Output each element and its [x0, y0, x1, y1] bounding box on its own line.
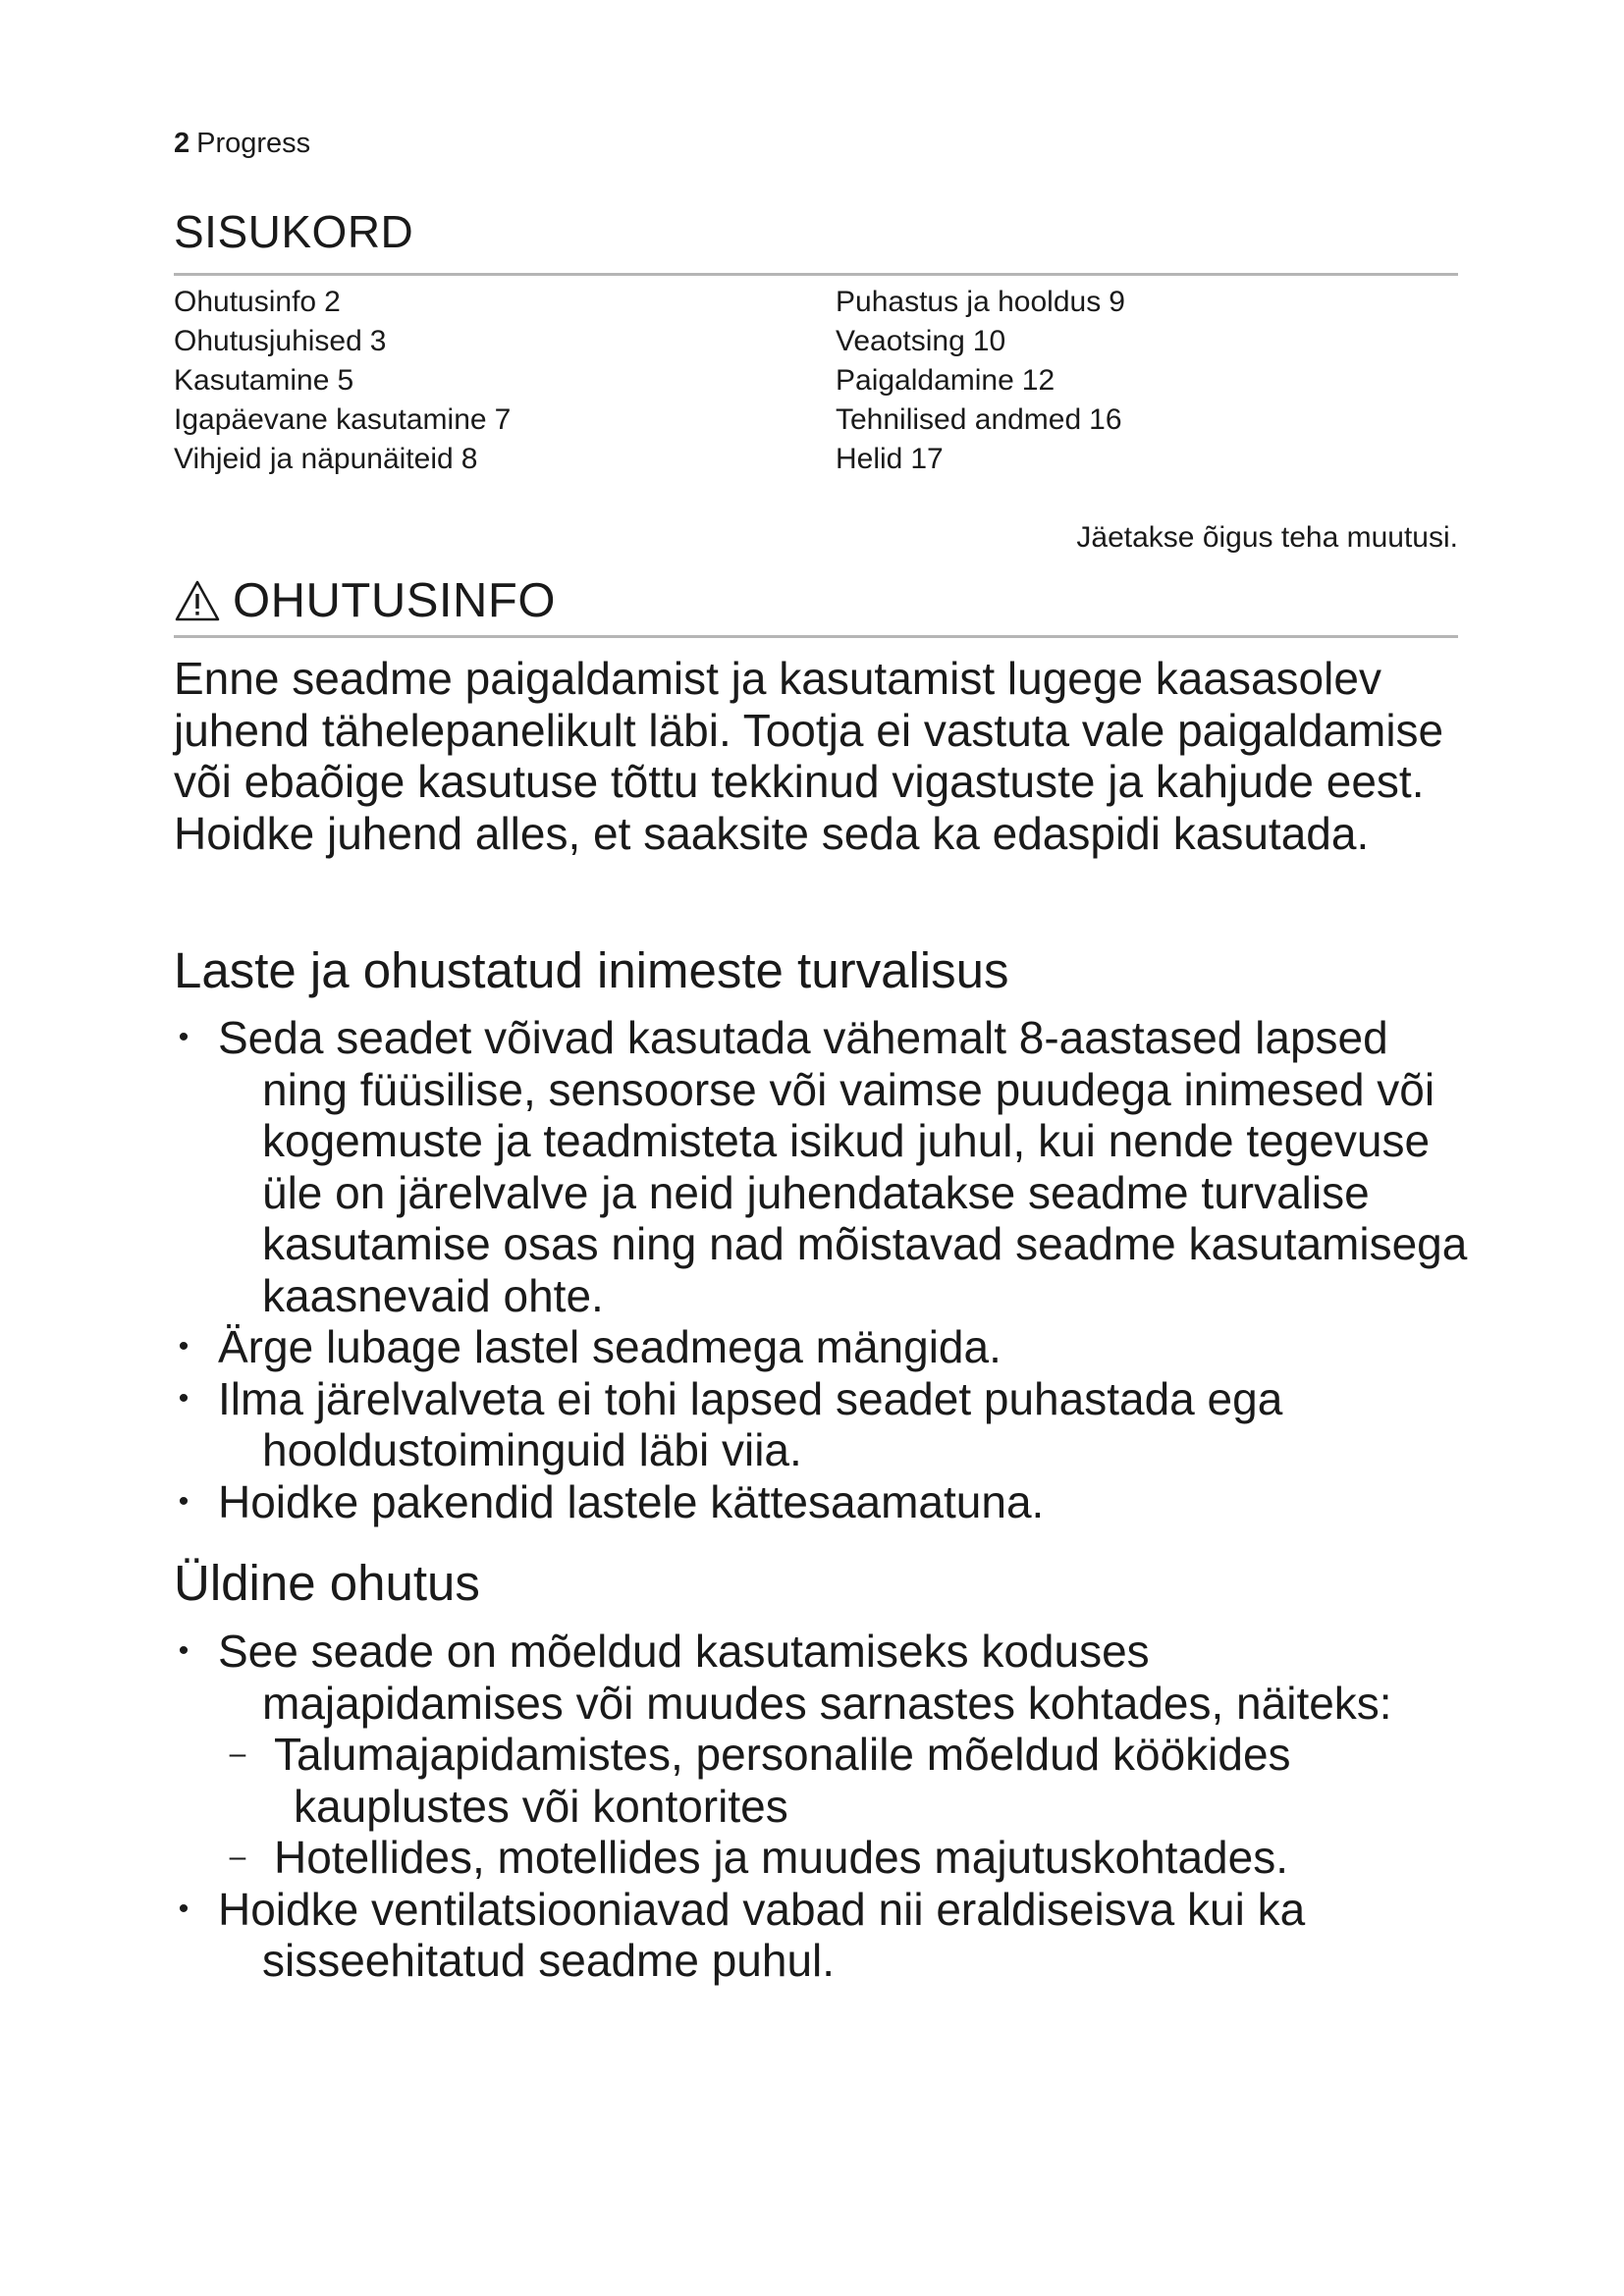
list-item: • Ilma järelvalveta ei tohi lapsed seadet puhastada ega hooldustoiminguid läbi viia. [174, 1373, 1470, 1476]
toc-entry[interactable]: Helid 17 [836, 443, 944, 475]
toc-column-left [174, 283, 511, 479]
bullet: • [178, 1021, 189, 1053]
list-item [174, 1729, 1470, 1884]
toc-entry[interactable]: Tehnilised andmed 16 [836, 403, 1122, 436]
safety-title-text: OHUTUSINFO [233, 574, 556, 627]
warning-triangle-icon [174, 579, 221, 622]
general-safety-sublist [174, 1729, 1470, 1987]
page-header [174, 126, 310, 161]
toc-entry[interactable]: Ohutusinfo 2 [174, 286, 341, 318]
toc-entry[interactable]: Veaotsing 10 [836, 325, 1006, 357]
bullet: • [178, 1381, 189, 1415]
bullet: • [178, 1634, 189, 1667]
toc-entry[interactable]: Vihjeid ja näpunäiteid 8 [174, 443, 478, 475]
intro-paragraph: Enne seadme paigaldamist ja kasutamist lugege kaasasolev juhend tähelepanelikult läbi. Tootja ei vastuta vale paigaldamise või ebaõige kasutuse tõttu tekkinud vigastuste ja kahjude eest. Hoidke juhend alles, et saaksite seda ka edaspidi kasutada. [174, 653, 1444, 859]
divider [174, 273, 1458, 276]
dash-marker: – [229, 1737, 246, 1770]
toc-entry[interactable]: Igapäevane kasutamine 7 [174, 403, 512, 436]
divider [174, 635, 1458, 638]
toc-entry[interactable]: Paigaldamine 12 [836, 364, 1056, 397]
sub-list-item: – Hotellides, motellides ja muudes majutuskohtades. [229, 1832, 1288, 1883]
dash-list [174, 1729, 1470, 1884]
general-safety-list [174, 1626, 1470, 1729]
list-item: • Hoidke pakendid lastele kättesaamatuna. [174, 1476, 1470, 1528]
toc-column-right [836, 283, 1125, 479]
toc-title: SISUKORD [174, 206, 414, 257]
general-safety-heading: Üldine ohutus [174, 1555, 480, 1611]
list-item: • Ärge lubage lastel seadmega mängida. [174, 1321, 1470, 1373]
children-safety-heading: Laste ja ohustatud inimeste turvalisus [174, 942, 1009, 998]
brand-name: Progress [196, 128, 311, 159]
toc-entry[interactable]: Puhastus ja hooldus 9 [836, 286, 1125, 318]
sub-list-item: – Talumajapidamistes, personalile mõeldud köökides kauplustes või kontorites [229, 1729, 1291, 1832]
children-safety-list [174, 1012, 1470, 1527]
list-item: • See seade on mõeldud kasutamiseks koduses majapidamises või muudes sarnastes kohtades, näiteks: [174, 1626, 1470, 1729]
safety-section-title [174, 569, 556, 632]
page-number: 2 [174, 128, 190, 159]
toc-entry[interactable]: Ohutusjuhised 3 [174, 325, 387, 357]
bullet: • [178, 1330, 189, 1362]
bullet: • [178, 1892, 189, 1925]
dash-marker: – [229, 1841, 246, 1873]
list-item: • Seda seadet võivad kasutada vähemalt 8-aastased lapsed ning füüsilise, sensoorse või vaimse puudega inimesed või kogemuste ja teadmisteta isikud juhul, kui nende tegevuse üle on järelvalve ja neid juhendatakse seadme turvalise kasutamise osas ning nad mõistavad seadme kasutamisega kaasnevaid ohte. [174, 1012, 1470, 1321]
rights-note: Jäetakse õigus teha muutusi. [1076, 521, 1458, 554]
bullet: • [178, 1484, 189, 1518]
list-item: • Hoidke ventilatsiooniavad vabad nii eraldiseisva kui ka sisseehitatud seadme puhul. [174, 1884, 1470, 1987]
toc-entry[interactable]: Kasutamine 5 [174, 364, 354, 397]
